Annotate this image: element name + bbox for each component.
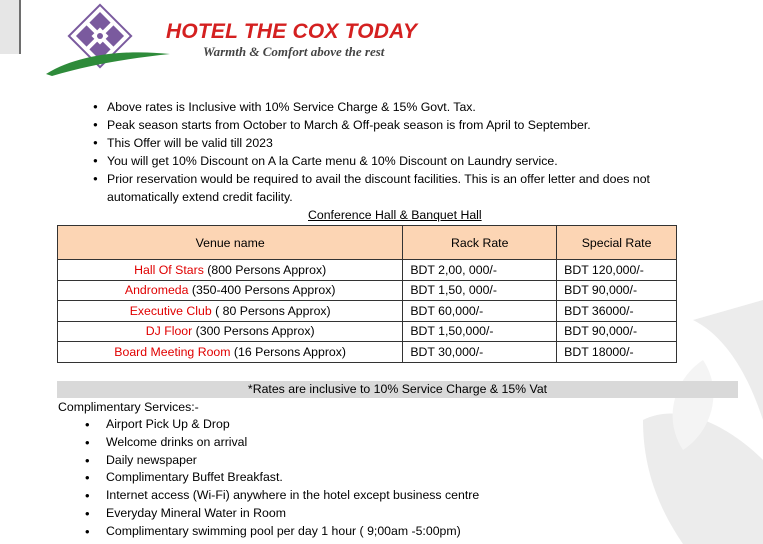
hotel-name: HOTEL THE COX TODAY [166, 20, 418, 43]
venue-name: Executive Club [129, 303, 212, 318]
list-item: • Complimentary Buffet Breakfast. [85, 469, 479, 487]
rates-inclusive-note: *Rates are inclusive to 10% Service Charge & 15% Vat [57, 381, 738, 398]
note-continuation: automatically extend credit facility. [107, 190, 293, 204]
venue-capacity: (16 Persons Approx) [233, 344, 347, 359]
note-text: Prior reservation would be required to avail the discount facilities. This is an offer letter and does not [107, 172, 650, 186]
note-item: ● Peak season starts from October to March & Off-peak season is from April to September. [93, 116, 736, 134]
rack-rate-header: Rack Rate [403, 226, 557, 260]
special-rate-cell: BDT 18000/- [557, 342, 677, 363]
venue-name: Board Meeting Room [114, 344, 231, 359]
venue-name: Andromeda [124, 283, 189, 298]
venue-cell [58, 301, 403, 322]
note-item [93, 170, 736, 206]
complimentary-list [85, 416, 479, 541]
venue-capacity: (800 Persons Approx) [207, 262, 327, 277]
venue-capacity: (350-400 Persons Approx) [191, 283, 336, 298]
venue-capacity: ( 80 Persons Approx) [215, 303, 331, 318]
hall-section-title: Conference Hall & Banquet Hall [308, 208, 482, 222]
venue-cell [58, 342, 403, 363]
note-item: ● You will get 10% Discount on A la Carte menu & 10% Discount on Laundry service. [93, 152, 736, 170]
venue-rate-table [57, 225, 677, 363]
table-row [58, 301, 677, 322]
rack-rate-cell: BDT 60,000/- [403, 301, 557, 322]
table-row [58, 280, 677, 301]
list-item: • Welcome drinks on arrival [85, 434, 479, 452]
rack-rate-cell: BDT 2,00, 000/- [403, 260, 557, 281]
list-item: • Airport Pick Up & Drop [85, 416, 479, 434]
list-item: • Daily newspaper [85, 452, 479, 470]
page-margin-bar [0, 0, 21, 54]
venue-capacity: (300 Persons Approx) [195, 324, 315, 339]
venue-name-header: Venue name [58, 226, 403, 260]
rack-rate-cell: BDT 1,50, 000/- [403, 280, 557, 301]
venue-cell [58, 321, 403, 342]
hotel-tagline: Warmth & Comfort above the rest [203, 44, 385, 59]
venue-name: Hall Of Stars [134, 262, 204, 277]
special-rate-cell: BDT 120,000/- [557, 260, 677, 281]
special-rate-header: Special Rate [557, 226, 677, 260]
venue-name: DJ Floor [145, 324, 193, 339]
list-item: • Complimentary swimming pool per day 1 hour ( 9;00am -5:00pm) [85, 523, 479, 541]
complimentary-title: Complimentary Services:- [58, 400, 199, 414]
special-rate-cell: BDT 36000/- [557, 301, 677, 322]
special-rate-cell: BDT 90,000/- [557, 321, 677, 342]
venue-cell [58, 260, 403, 281]
hotel-flower-logo-icon [42, 2, 172, 78]
special-rate-cell: BDT 90,000/- [557, 280, 677, 301]
note-item: ● Above rates is Inclusive with 10% Service Charge & 15% Govt. Tax. [93, 98, 736, 116]
table-row [58, 260, 677, 281]
rate-notes-list [93, 98, 736, 206]
list-item: • Everyday Mineral Water in Room [85, 505, 479, 523]
table-row [58, 342, 677, 363]
table-header-row [58, 226, 677, 260]
table-row [58, 321, 677, 342]
list-item: • Internet access (Wi-Fi) anywhere in the hotel except business centre [85, 487, 479, 505]
note-item: ● This Offer will be valid till 2023 [93, 134, 736, 152]
rack-rate-cell: BDT 1,50,000/- [403, 321, 557, 342]
venue-cell [58, 280, 403, 301]
rack-rate-cell: BDT 30,000/- [403, 342, 557, 363]
